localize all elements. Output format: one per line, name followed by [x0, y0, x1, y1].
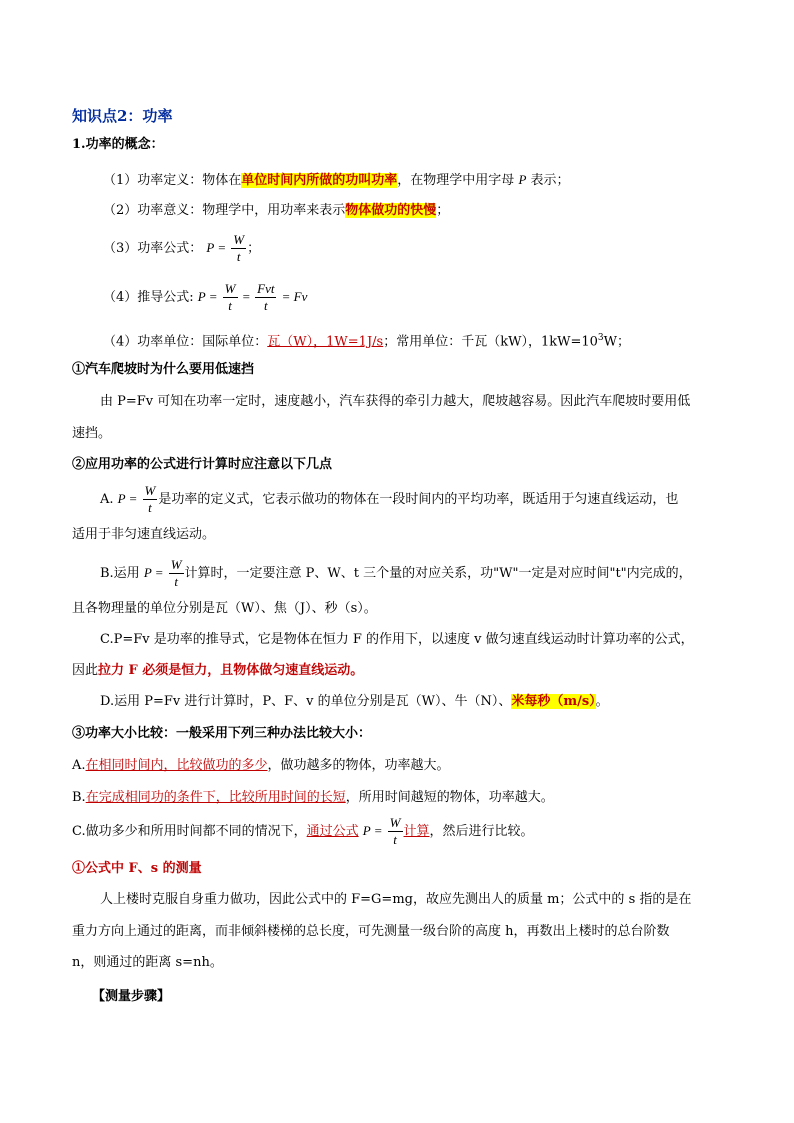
- m1-heading-text: 公式中 F、s 的测量: [85, 861, 202, 876]
- derived-den1: t: [228, 298, 232, 313]
- formula-fraction: [231, 232, 246, 265]
- q3-c-line: [72, 813, 534, 850]
- concept-heading: 1.功率的概念：: [72, 137, 164, 152]
- formula-lhs: P =: [206, 240, 227, 255]
- q1-para-2: 速挡。: [72, 426, 112, 441]
- q3-heading: [72, 724, 371, 744]
- q3-b-post: ，所用时间越短的物体，功率越大。: [345, 790, 554, 805]
- derived-eq: =: [242, 289, 250, 304]
- def-highlight: 单位时间内所做的功叫功率: [241, 173, 398, 188]
- derived-line: [103, 279, 307, 316]
- unit-post: W；: [603, 334, 630, 350]
- q2-d-pre: D.运用 P=Fv 进行计算时，P、F、v 的单位分别是瓦（W）、牛（N）、: [100, 694, 512, 709]
- q3-mark: ③: [72, 726, 86, 741]
- q3-heading-text: 功率大小比较：一般采用下列三种办法比较大小：: [85, 726, 372, 741]
- formula-num: W: [233, 232, 245, 247]
- q2-a-num: W: [144, 483, 156, 498]
- q3-a-line: [72, 756, 450, 776]
- definition-line: [103, 170, 570, 191]
- unit-line: [103, 328, 630, 352]
- unit-mid: ；常用单位：千瓦（kW），1kW=10: [383, 334, 598, 350]
- q2-c-pre: 因此: [72, 663, 99, 678]
- def-post2: 表示；: [526, 173, 570, 188]
- formula-post: ；: [247, 241, 261, 256]
- q2-mark: ②: [72, 457, 86, 472]
- q1-para-1: 由 P=Fv 可知在功率一定时，速度越小，汽车获得的牵引力越大，爬坡越容易。因此汽车爬坡时要用低: [100, 394, 691, 409]
- q2-b-lhs: P =: [143, 565, 164, 580]
- q2-a-den: t: [148, 500, 152, 515]
- q2-b-post: 计算时，一定要注意 P、W、t 三个量的对应关系，功"W"一定是对应时间"t"内完成的，: [184, 566, 692, 581]
- meaning-pre: （2）功率意义：物理学中，用功率来表示: [103, 203, 346, 218]
- q2-b-line: [100, 555, 692, 592]
- q2-b-pre: B.运用: [100, 566, 140, 581]
- derived-num1: W: [224, 281, 236, 296]
- q2-a-pre: A.: [100, 492, 114, 507]
- q3-a-red: 在相同时间内，比较做功的多少: [85, 758, 268, 773]
- q2-b-fraction: [169, 557, 184, 590]
- section-title: 知识点2：功率: [72, 107, 173, 125]
- q2-b-line2: 且各物理量的单位分别是瓦（W）、焦（J）、秒（s）。: [72, 601, 377, 616]
- m1-para-2: 重力方向上通过的距离，而非倾斜楼梯的总长度，可先测量一级台阶的高度 h，再数出上楼时的总台阶数: [72, 924, 670, 939]
- q2-heading: [72, 455, 332, 475]
- q2-d-highlight: 米每秒（m/s）: [511, 694, 596, 709]
- m1-mark: ①: [72, 861, 86, 876]
- formula-pre: （3）功率公式：: [103, 241, 203, 256]
- q3-c-pre: C.做功多少和所用时间都不同的情况下，: [72, 824, 307, 839]
- q1-mark: ①: [72, 362, 86, 377]
- m1-para-1: 人上楼时克服自身重力做功，因此公式中的 F=G=mg，故应先测出人的质量 m；公式中的 s 指的是在: [100, 892, 692, 907]
- q2-a-fraction: [143, 483, 158, 516]
- q2-d-post: 。: [595, 694, 609, 709]
- q1-heading: [72, 360, 254, 380]
- derived-fraction-1: [223, 281, 238, 314]
- q2-c-line1: C.P=Fv 是功率的推导式，它是物体在恒力 F 的作用下，以速度 v 做匀速直线运动时计算功率的公式，: [100, 632, 694, 647]
- q2-b-num: W: [170, 557, 182, 572]
- derived-pre: （4）推导公式:: [103, 290, 194, 305]
- q2-d-line: [100, 692, 609, 712]
- meaning-post: ；: [436, 203, 450, 218]
- q3-c-num: W: [389, 815, 401, 830]
- q1-heading-text: 汽车爬坡时为什么要用低速挡: [85, 362, 255, 377]
- m1-para-3: n，则通过的距离 s=nh。: [72, 955, 223, 970]
- derived-fraction-2: [255, 281, 276, 314]
- q3-b-line: [72, 788, 554, 808]
- unit-pre: （4）功率单位：国际单位：: [103, 334, 268, 350]
- derived-lhs: P =: [197, 289, 218, 304]
- q3-a-post: ，做功越多的物体，功率越大。: [267, 758, 450, 773]
- q3-c-post: ，然后进行比较。: [429, 824, 534, 839]
- unit-sup: 3: [597, 333, 604, 343]
- q3-c-lhs: P =: [362, 823, 383, 838]
- q2-c-red: 拉力 F 必须是恒力，且物体做匀速直线运动。: [98, 663, 364, 678]
- q2-c-line2: [72, 661, 363, 681]
- formula-den: t: [236, 249, 241, 264]
- derived-num2: Fvt: [257, 281, 275, 296]
- q2-a-lhs: P =: [117, 491, 138, 506]
- q2-a-line: [100, 481, 678, 518]
- derived-rhs: = Fv: [281, 289, 308, 304]
- q3-b-pre: B.: [72, 790, 86, 805]
- steps-heading: 【测量步骤】: [92, 989, 171, 1004]
- q3-c-fraction: [388, 815, 403, 848]
- meaning-highlight: 物体做功的快慢: [345, 203, 437, 218]
- unit-red: 瓦（W），1W=1J/s: [267, 334, 384, 350]
- def-post: ，在物理学中用字母: [397, 173, 519, 188]
- meaning-line: [103, 201, 449, 221]
- q2-a-post: 是功率的定义式，它表示做功的物体在一段时间内的平均功率，既适用于匀速直线运动，也: [158, 492, 679, 507]
- derived-den2: t: [263, 298, 268, 313]
- formula-line: [103, 230, 260, 267]
- q3-c-den: t: [393, 832, 397, 847]
- q3-a-pre: A.: [72, 758, 86, 773]
- q3-b-red: 在完成相同功的条件下，比较所用时间的长短: [85, 790, 346, 805]
- q2-heading-text: 应用功率的公式进行计算时应注意以下几点: [85, 457, 333, 472]
- m1-heading: [72, 859, 202, 879]
- q2-a-line2: 适用于非匀速直线运动。: [72, 527, 216, 542]
- def-pre: （1）功率定义：物体在: [103, 173, 242, 188]
- q3-c-red2: 计算: [403, 824, 430, 839]
- q3-c-red: 通过公式: [306, 824, 359, 839]
- q2-b-den: t: [174, 574, 178, 589]
- def-symbol: P: [518, 172, 527, 187]
